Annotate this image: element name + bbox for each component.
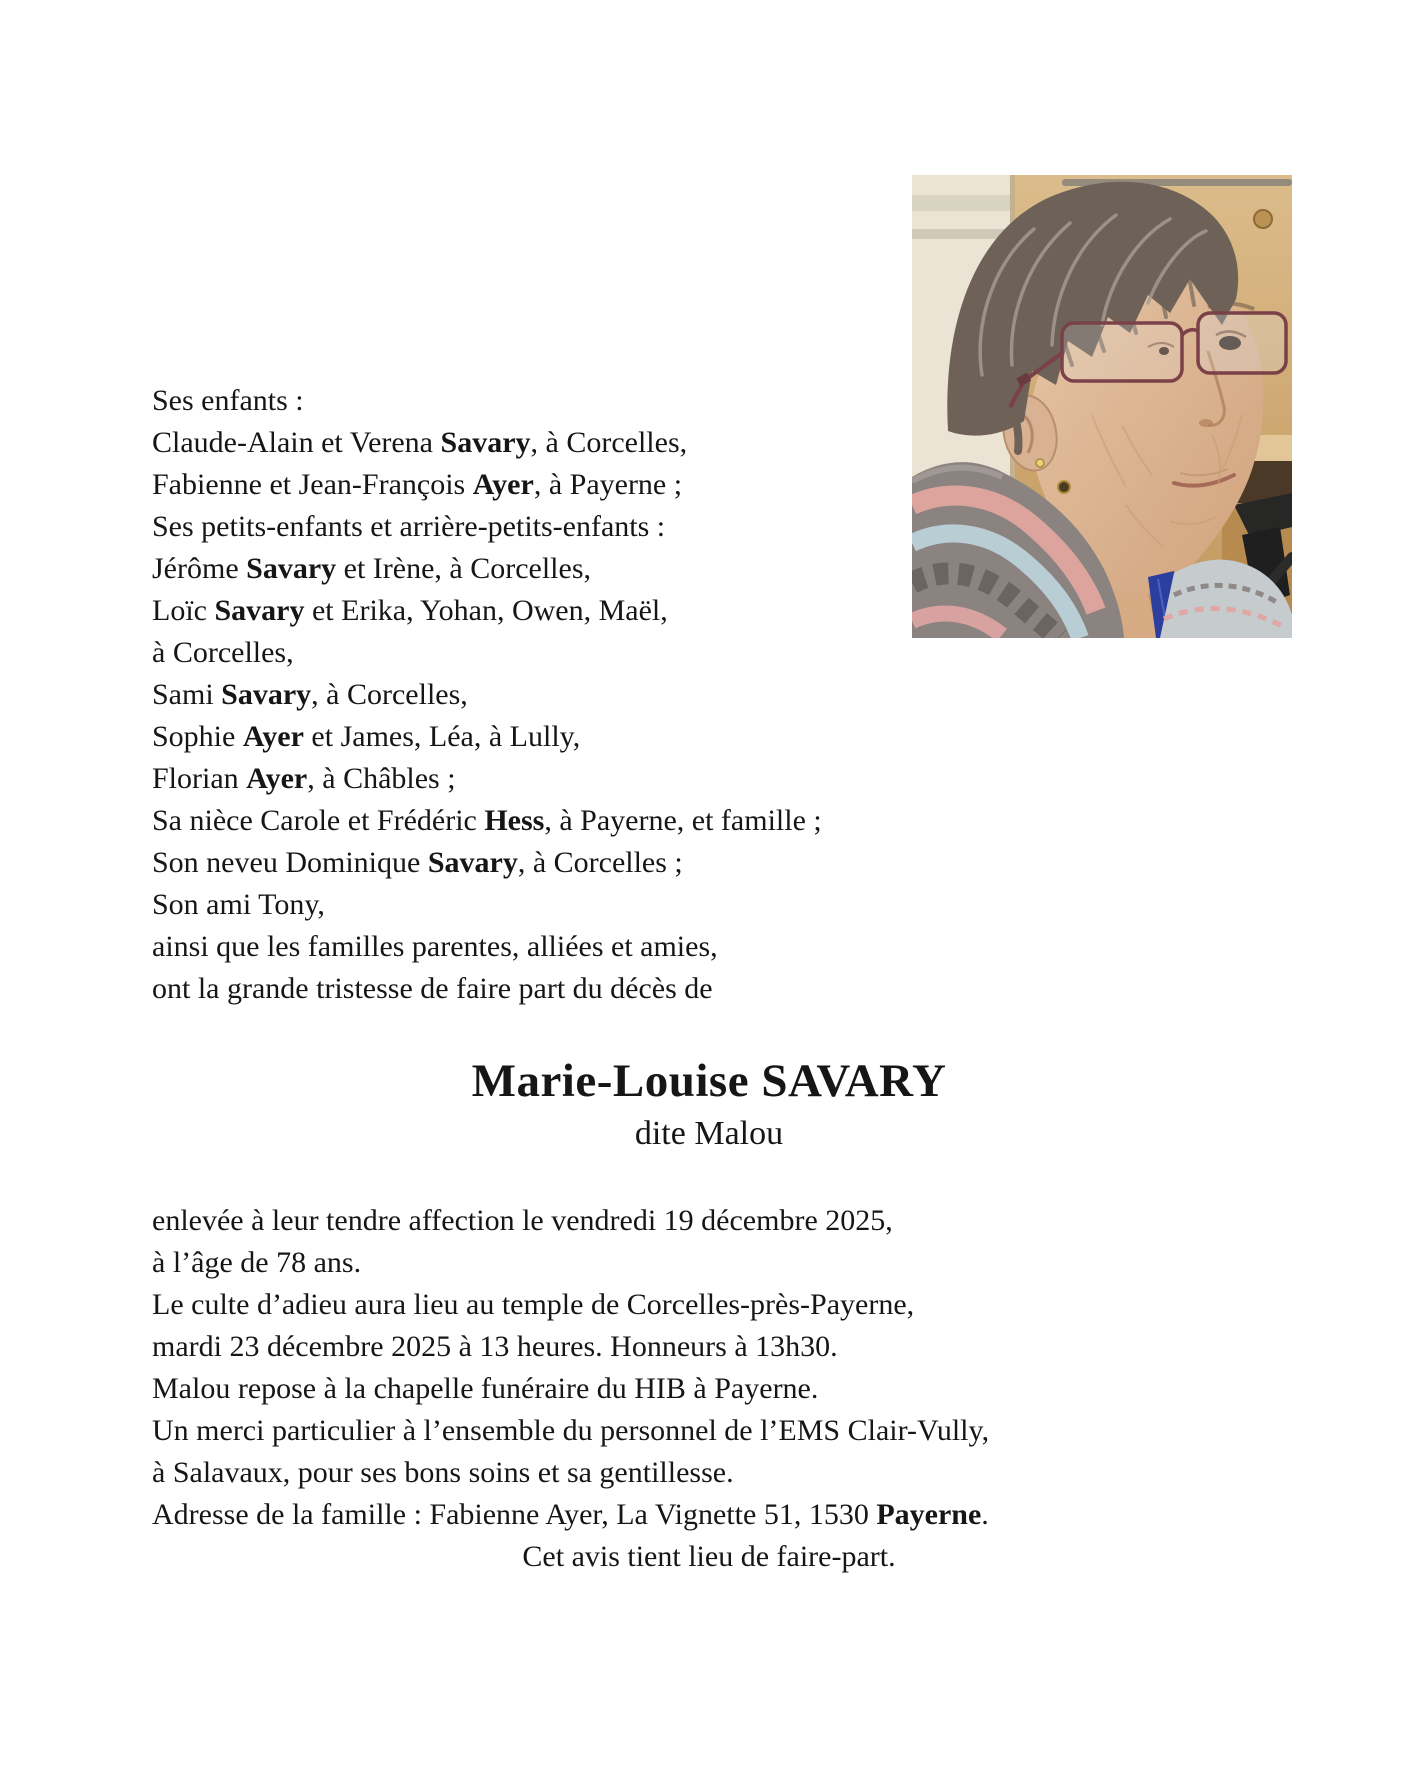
family-line: Sami Savary, à Corcelles, bbox=[152, 678, 468, 711]
family-line: Ses enfants : bbox=[152, 384, 304, 417]
family-line: ont la grande tristesse de faire part du décès de bbox=[152, 972, 713, 1005]
detail-line: à l’âge de 78 ans. bbox=[152, 1246, 362, 1279]
detail-line: à Salavaux, pour ses bons soins et sa gentillesse. bbox=[152, 1456, 734, 1489]
family-line: Jérôme Savary et Irène, à Corcelles, bbox=[152, 552, 592, 585]
family-line: Son ami Tony, bbox=[152, 888, 325, 921]
family-line: à Corcelles, bbox=[152, 636, 294, 669]
detail-line: Un merci particulier à l’ensemble du personnel de l’EMS Clair-Vully, bbox=[152, 1414, 990, 1447]
deceased-nickname: dite Malou bbox=[634, 1115, 784, 1152]
door-knob bbox=[1254, 210, 1272, 228]
family-line: Claude-Alain et Verena Savary, à Corcelles, bbox=[152, 426, 688, 459]
family-line: Florian Ayer, à Châbles ; bbox=[152, 762, 456, 795]
detail-line: Le culte d’adieu aura lieu au temple de Corcelles-près-Payerne, bbox=[152, 1288, 915, 1321]
detail-line: enlevée à leur tendre affection le vendredi 19 décembre 2025, bbox=[152, 1204, 893, 1237]
family-line: Son neveu Dominique Savary, à Corcelles ; bbox=[152, 846, 683, 879]
family-block bbox=[152, 380, 1312, 1010]
family-line: Sa nièce Carole et Frédéric Hess, à Payerne, et famille ; bbox=[152, 804, 822, 837]
detail-line: Malou repose à la chapelle funéraire du HIB à Payerne. bbox=[152, 1372, 819, 1405]
detail-line: Cet avis tient lieu de faire-part. bbox=[522, 1540, 896, 1573]
family-line: ainsi que les familles parentes, alliées et amies, bbox=[152, 930, 718, 963]
deceased-name: Marie-Louise SAVARY bbox=[471, 1055, 947, 1107]
family-line: Sophie Ayer et James, Léa, à Lully, bbox=[152, 720, 581, 753]
family-line: Loïc Savary et Erika, Yohan, Owen, Maël, bbox=[152, 594, 668, 627]
detail-line: mardi 23 décembre 2025 à 13 heures. Honneurs à 13h30. bbox=[152, 1330, 838, 1363]
details-block bbox=[152, 1200, 1266, 1578]
detail-line: Adresse de la famille : Fabienne Ayer, La Vignette 51, 1530 Payerne. bbox=[152, 1498, 989, 1531]
title-block bbox=[0, 1056, 1418, 1154]
family-line: Ses petits-enfants et arrière-petits-enfants : bbox=[152, 510, 666, 543]
family-line: Fabienne et Jean-François Ayer, à Payerne ; bbox=[152, 468, 683, 501]
